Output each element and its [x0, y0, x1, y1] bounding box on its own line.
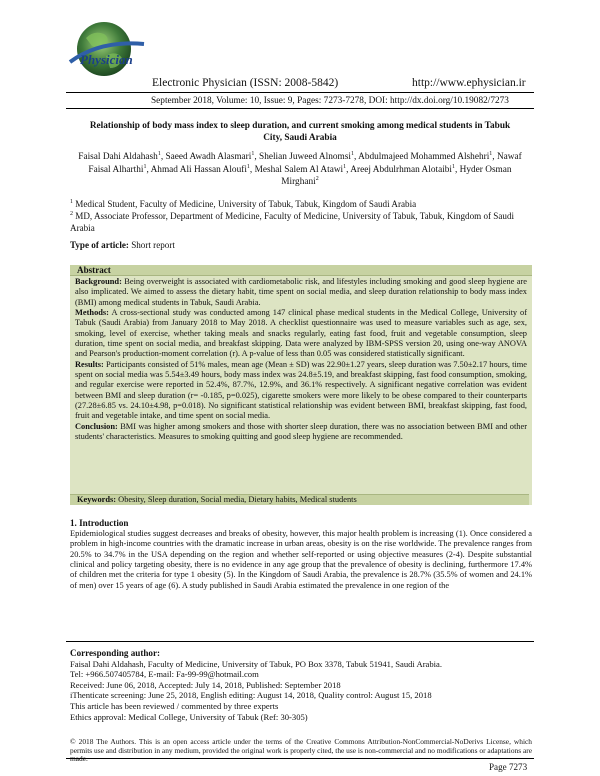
author-name: Meshal Salem Al Atawi: [254, 164, 344, 175]
abstract-box: [70, 265, 532, 505]
author-name: Faisal Dahi Aldahash: [78, 152, 158, 162]
author-name: Nawaf Faisal Alharthi: [88, 152, 522, 175]
svg-text:Physician: Physician: [80, 52, 133, 67]
corresponding-author: Corresponding author: Faisal Dahi Aldahash, Faculty of Medicine, University of Tabuk, PO Box 3378, Tabuk 51941, Saudi Arabia. Tel: +966.507405784, E-mail: Fa-99-99@hotmail.com Received: June 06, 2018, Accepted: July 14, 2018, Published: September 2018 iThenticate screening: June 25, 2018, English editing: August 14, 2018, Quality control: August 15, 2018 This article has been reviewed / commented by three experts Ethics approval: Medical College, University of Tabuk (Ref: 30-305): [70, 648, 443, 722]
keywords: Keywords: Obesity, Sleep duration, Social media, Dietary habits, Medical students: [70, 494, 529, 505]
journal-url[interactable]: http://www.ephysician.ir: [412, 77, 526, 89]
abstract-heading: Abstract: [70, 265, 532, 276]
affiliation-2: $^2$ MD, Associate Professor, Department of Medicine, Faculty of Medicine, University of Tabuk, Tabuk, Kingdom of Saudi Arabia: [70, 210, 515, 233]
author-name: Abdulmajeed Mohammed Alshehri: [358, 152, 490, 162]
author-name: Ahmad Ali Hassan Aloufi: [150, 164, 247, 175]
issue-line: September 2018, Volume: 10, Issue: 9, Pages: 7273-7278, DOI: http://dx.doi.org/10.19082/7273: [151, 96, 509, 106]
issue-divider: [66, 108, 534, 109]
abstract-conclusion: Conclusion: BMI was higher among smokers and those with shorter sleep duration, there was no association between BMI and other students' characteristics. Measures to smoking quitting and good sleep hygiene are recommended.: [75, 421, 528, 442]
footer-divider: [66, 758, 534, 759]
author-name: Areej Abdulrhman Alotaibi: [350, 164, 453, 175]
introduction-heading: 1. Introduction: [70, 518, 129, 528]
author-list: Faisal Dahi Aldahash$^1$, Saeed Awadh Alasmari$^1$, Shelian Juweed Alnomsi$^1$, Abdulmajeed Mohammed Alshehri$^1$, Nawaf Faisal Alharthi$^1$, Ahmad Ali Hassan Aloufi$^1$, Meshal Salem Al Atawi$^1$, Areej Abdulrhman Alotaibi$^1$, Hyder Osman Mirghani$^2$: [78, 150, 522, 187]
abstract-background: Background: Being overweight is associated with cardiometabolic risk, and lifestyles including smoking and good sleep hygiene are also implicated. We aimed to assess the dietary habit, time spent on social media, and sleep duration relationship to body mass index (BMI) among medical students in Tabuk, Saudi Arabia.: [75, 277, 528, 307]
page-number: Page 7273: [489, 762, 528, 772]
license-text: © 2018 The Authors. This is an open access article under the terms of the Creative Commons Attribution-NonCommercial-NoDerivs License, which permits use and distribution in any medium, provided the original work is properly cited, the use is non-commercial and no modifications or adaptations are made.: [70, 737, 532, 764]
footnote-divider: [66, 641, 534, 642]
abstract-results: Results: Participants consisted of 51% males, mean age (Mean ± SD) was 22.90±1.27 years, sleep duration was 7.50±2.17 hours, time spent on social media was 5.54±3.49 hours, body mass index was 24.8±5.19, and breakfast skipping, fast food consumption, smoking, and regular exercise were reported in 52.4%, 87.7%, 12.9%, and 36.1% respectively. A significant negative correlation was evident between BMI and sleep duration (r= -0.185, p=0.025), cigarette smokers were more likely to be obese compared to their counterparts (27.28±6.85 vs. 24.10±4.98, p=0.018). No significant statistical relationship was evident between BMI, breakfast skipping, fast food, fruit and vegetable intake, and time spent on social media.: [75, 359, 527, 421]
introduction-body: Epidemiological studies suggest decreases and breaks of obesity, however, this major health problem is increasing (1). Once considered a problem in high-income countries with the dramatic increase in urban areas, obesity is on the rise worldwide. The prevalence ranges from 20.5% to 34.7% in the USA depending on the region and whether self-reported or using objective measures (2-4). Despite substantial clinical and policy targeting obesity, there is no evidence in any age group that the prevalence of obesity is declining, furthermore 17.4% of children met the criteria for type 1 obesity (5). In the Kingdom of Saudi Arabia, the prevalence is 28.7% (35.5% of women and 24.1% of men) over 15 years of age (6). A study published in Saudi Arabia estimated the prevalence in one region of the: [70, 529, 532, 590]
abstract-methods: Methods: A cross-sectional study was conducted among 147 clinical phase medical students in the Medical College, University of Tabuk (Saudi Arabia) from January 2018 to May 2018. A checklist questionnaire was used to measure variables such as age, sex, smoking, level of exercise, whether taking meals and snacks regularly, eating fast food, fruit and vegetable consumption, sleep duration, time spent on social media, and breakfast skipping. Data were analyzed by IBM-SPSS version 20, using one-way ANOVA and Pearson's production-moment correlation (r). A p-value of less than 0.05 was considered statistically significant.: [75, 308, 527, 359]
journal-logo: [66, 16, 148, 86]
affiliation-1: $^1$ Medical Student, Faculty of Medicine, University of Tabuk, Tabuk, Kingdom of Saudi Arabia: [70, 198, 417, 209]
article-title: Relationship of body mass index to sleep duration, and current smoking among medical students in Tabuk City, Saudi Arabia: [89, 121, 511, 143]
author-name: Shelian Juweed Alnomsi: [259, 152, 351, 162]
article-type: Type of article: Short report: [70, 240, 175, 250]
author-name: Saeed Awadh Alasmari: [165, 152, 252, 162]
globe-logo-icon: [66, 16, 148, 86]
abstract-body: [70, 276, 532, 443]
header-divider: [66, 92, 534, 93]
author-name: Hyder Osman Mirghani: [281, 164, 512, 187]
journal-name: Electronic Physician (ISSN: 2008-5842): [152, 77, 339, 89]
